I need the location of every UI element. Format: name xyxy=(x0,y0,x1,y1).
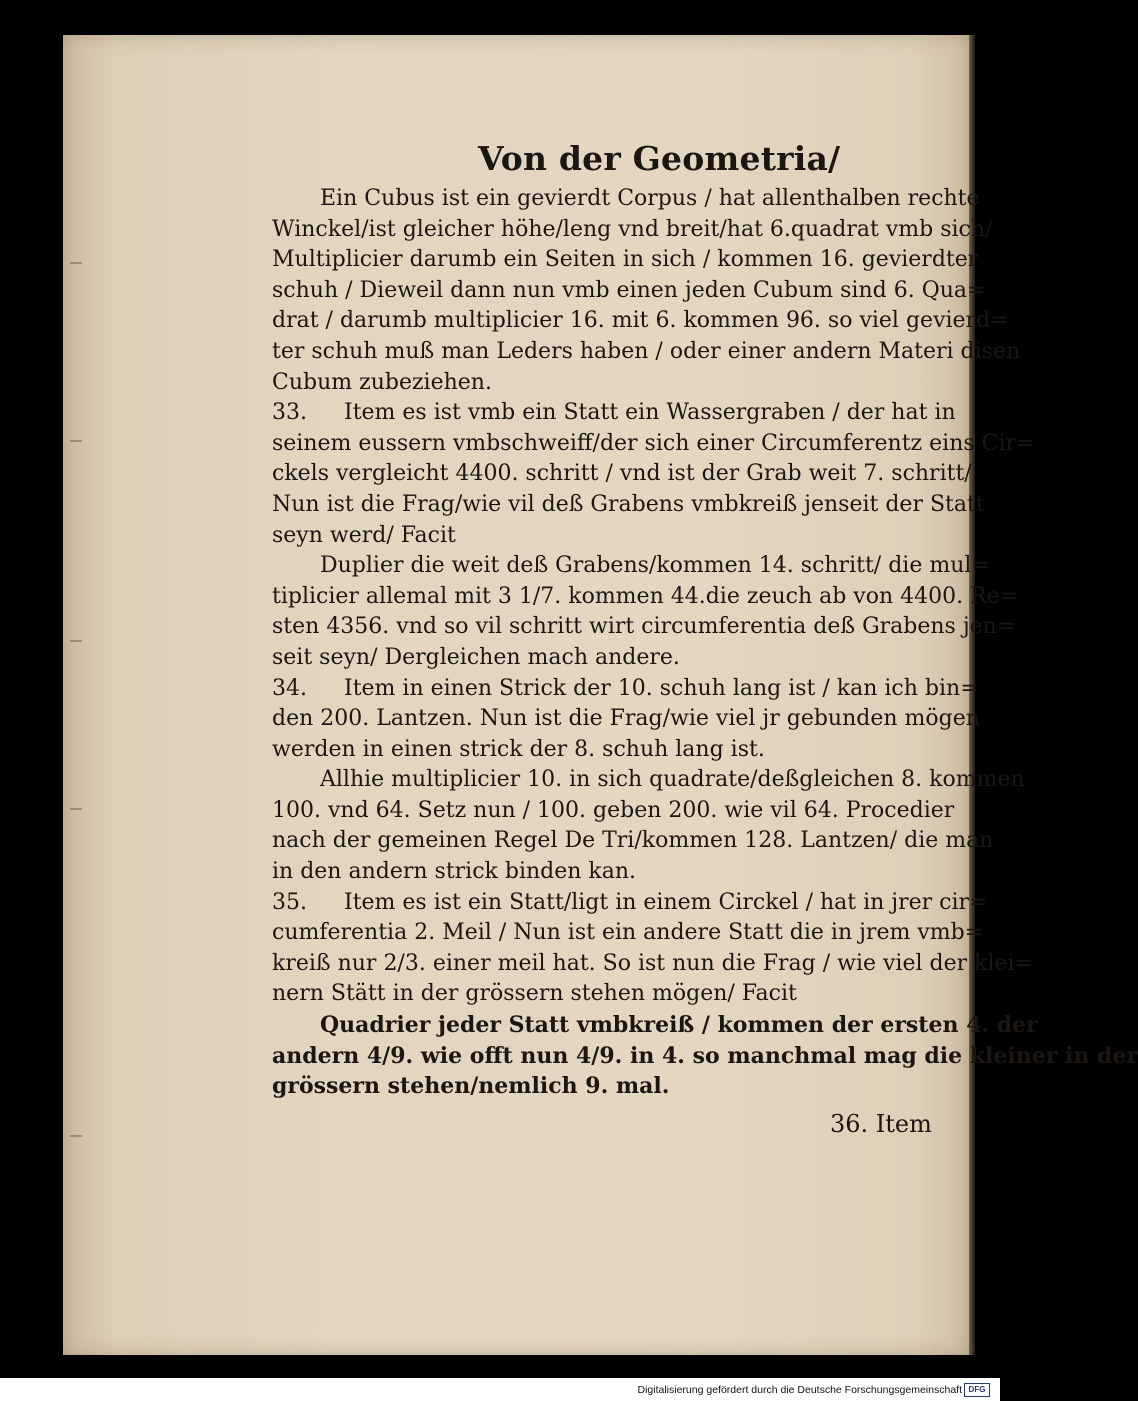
line-text: werden in einen strick der 8. schuh lang ist. xyxy=(272,736,765,762)
line-text: seinem eussern vmbschweiff/der sich einer Circumferentz eins Cir= xyxy=(272,430,1035,456)
text-line xyxy=(272,521,942,552)
line-text: Ein Cubus ist ein gevierdt Corpus / hat allenthalben rechte xyxy=(320,186,980,211)
text-line xyxy=(272,1010,1038,1041)
text-line xyxy=(272,674,979,705)
text-line xyxy=(272,735,942,766)
text-line xyxy=(272,337,1021,368)
footer-credit: Digitalisierung gefördert durch die Deutsche Forschungsgemeinschaft xyxy=(637,1384,962,1396)
line-text: seit seyn/ Dergleichen mach andere. xyxy=(272,644,680,670)
line-text: seyn werd/ Facit xyxy=(272,522,456,548)
text-line xyxy=(272,306,1009,337)
margin-mark xyxy=(70,640,82,642)
text-line xyxy=(272,215,993,246)
running-heading: Von der Geometria/ xyxy=(478,139,841,178)
text-line xyxy=(272,490,985,521)
text-line xyxy=(272,368,942,399)
margin-mark xyxy=(70,808,82,810)
line-text: Item es ist ein Statt/ligt in einem Circkel / hat in jrer cir= xyxy=(344,889,988,915)
line-text: sten 4356. vnd so vil schritt wirt circumferentia deß Grabens jen= xyxy=(272,614,1016,640)
line-text: Item in einen Strick der 10. schuh lang ist / kan ich bin= xyxy=(344,675,979,701)
problem-number: 33. xyxy=(272,400,307,426)
text-line xyxy=(272,765,1025,796)
margin-mark xyxy=(70,262,82,264)
margin-mark xyxy=(70,440,82,442)
line-text: andern 4/9. wie offt nun 4/9. in 4. so manchmal mag die kleiner in der xyxy=(272,1042,1138,1069)
body-text xyxy=(272,184,1138,1102)
line-text: schuh / Dieweil dann nun vmb einen jeden Cubum sind 6. Qua= xyxy=(272,277,986,303)
problem-number: 35. xyxy=(272,889,307,915)
line-text: Nun ist die Frag/wie vil deß Grabens vmbkreiß jenseit der Statt xyxy=(272,491,985,517)
text-line xyxy=(272,918,984,949)
dfg-logo: DFG xyxy=(964,1383,990,1397)
text-line xyxy=(272,184,980,215)
catchword: 36. Item xyxy=(830,1110,932,1138)
text-line xyxy=(272,949,1033,980)
margin-mark xyxy=(70,1135,82,1137)
line-text: kreiß nur 2/3. einer meil hat. So ist nun die Frag / wie viel der klei= xyxy=(272,950,1033,976)
text-line xyxy=(272,398,956,429)
text-line xyxy=(272,582,1019,613)
text-line xyxy=(272,459,972,490)
line-text: tiplicier allemal mit 3 1/7. kommen 44.die zeuch ab von 4400. Re= xyxy=(272,583,1019,609)
line-text: Item es ist vmb ein Statt ein Wassergraben / der hat in xyxy=(344,400,956,426)
text-line xyxy=(272,1041,1138,1072)
line-text: Winckel/ist gleicher höhe/leng vnd breit/hat 6.quadrat vmb sich/ xyxy=(272,216,993,242)
line-text: drat / darumb multiplicier 16. mit 6. kommen 96. so viel gevierd= xyxy=(272,308,1009,334)
text-line xyxy=(272,857,942,888)
text-line xyxy=(272,245,979,276)
text-line xyxy=(272,979,942,1010)
text-line xyxy=(272,826,994,857)
text-line xyxy=(272,704,980,735)
line-text: cumferentia 2. Meil / Nun ist ein andere Statt die in jrem vmb= xyxy=(272,920,984,946)
text-line xyxy=(272,429,1035,460)
line-text: den 200. Lantzen. Nun ist die Frag/wie viel jr gebunden mögen xyxy=(272,706,980,732)
text-line xyxy=(272,276,986,307)
line-text: Cubum zubeziehen. xyxy=(272,369,492,395)
line-text: ckels vergleicht 4400. schritt / vnd ist der Grab weit 7. schritt/ xyxy=(272,461,972,487)
problem-number: 34. xyxy=(272,675,307,701)
line-text: in den andern strick binden kan. xyxy=(272,859,637,885)
line-text: ter schuh muß man Leders haben / oder einer andern Materi disen xyxy=(272,338,1021,364)
line-text: grössern stehen/nemlich 9. mal. xyxy=(272,1073,670,1100)
line-text: Duplier die weit deß Grabens/kommen 14. schritt/ die mul= xyxy=(320,553,990,579)
text-line xyxy=(272,888,988,919)
line-text: nern Stätt in der grössern stehen mögen/ Facit xyxy=(272,981,797,1007)
text-line xyxy=(272,1071,942,1102)
line-text: 100. vnd 64. Setz nun / 100. geben 200. wie vil 64. Procedier xyxy=(272,797,955,823)
line-text: Quadrier jeder Statt vmbkreiß / kommen der ersten 4. der xyxy=(320,1012,1038,1039)
text-line xyxy=(272,643,942,674)
line-text: Allhie multiplicier 10. in sich quadrate/deßgleichen 8. kommen xyxy=(320,767,1025,793)
line-text: Multiplicier darumb ein Seiten in sich / kommen 16. gevierdter xyxy=(272,247,979,273)
text-line xyxy=(272,796,955,827)
text-line xyxy=(272,551,990,582)
line-text: nach der gemeinen Regel De Tri/kommen 128. Lantzen/ die man xyxy=(272,828,994,854)
text-line xyxy=(272,612,1016,643)
